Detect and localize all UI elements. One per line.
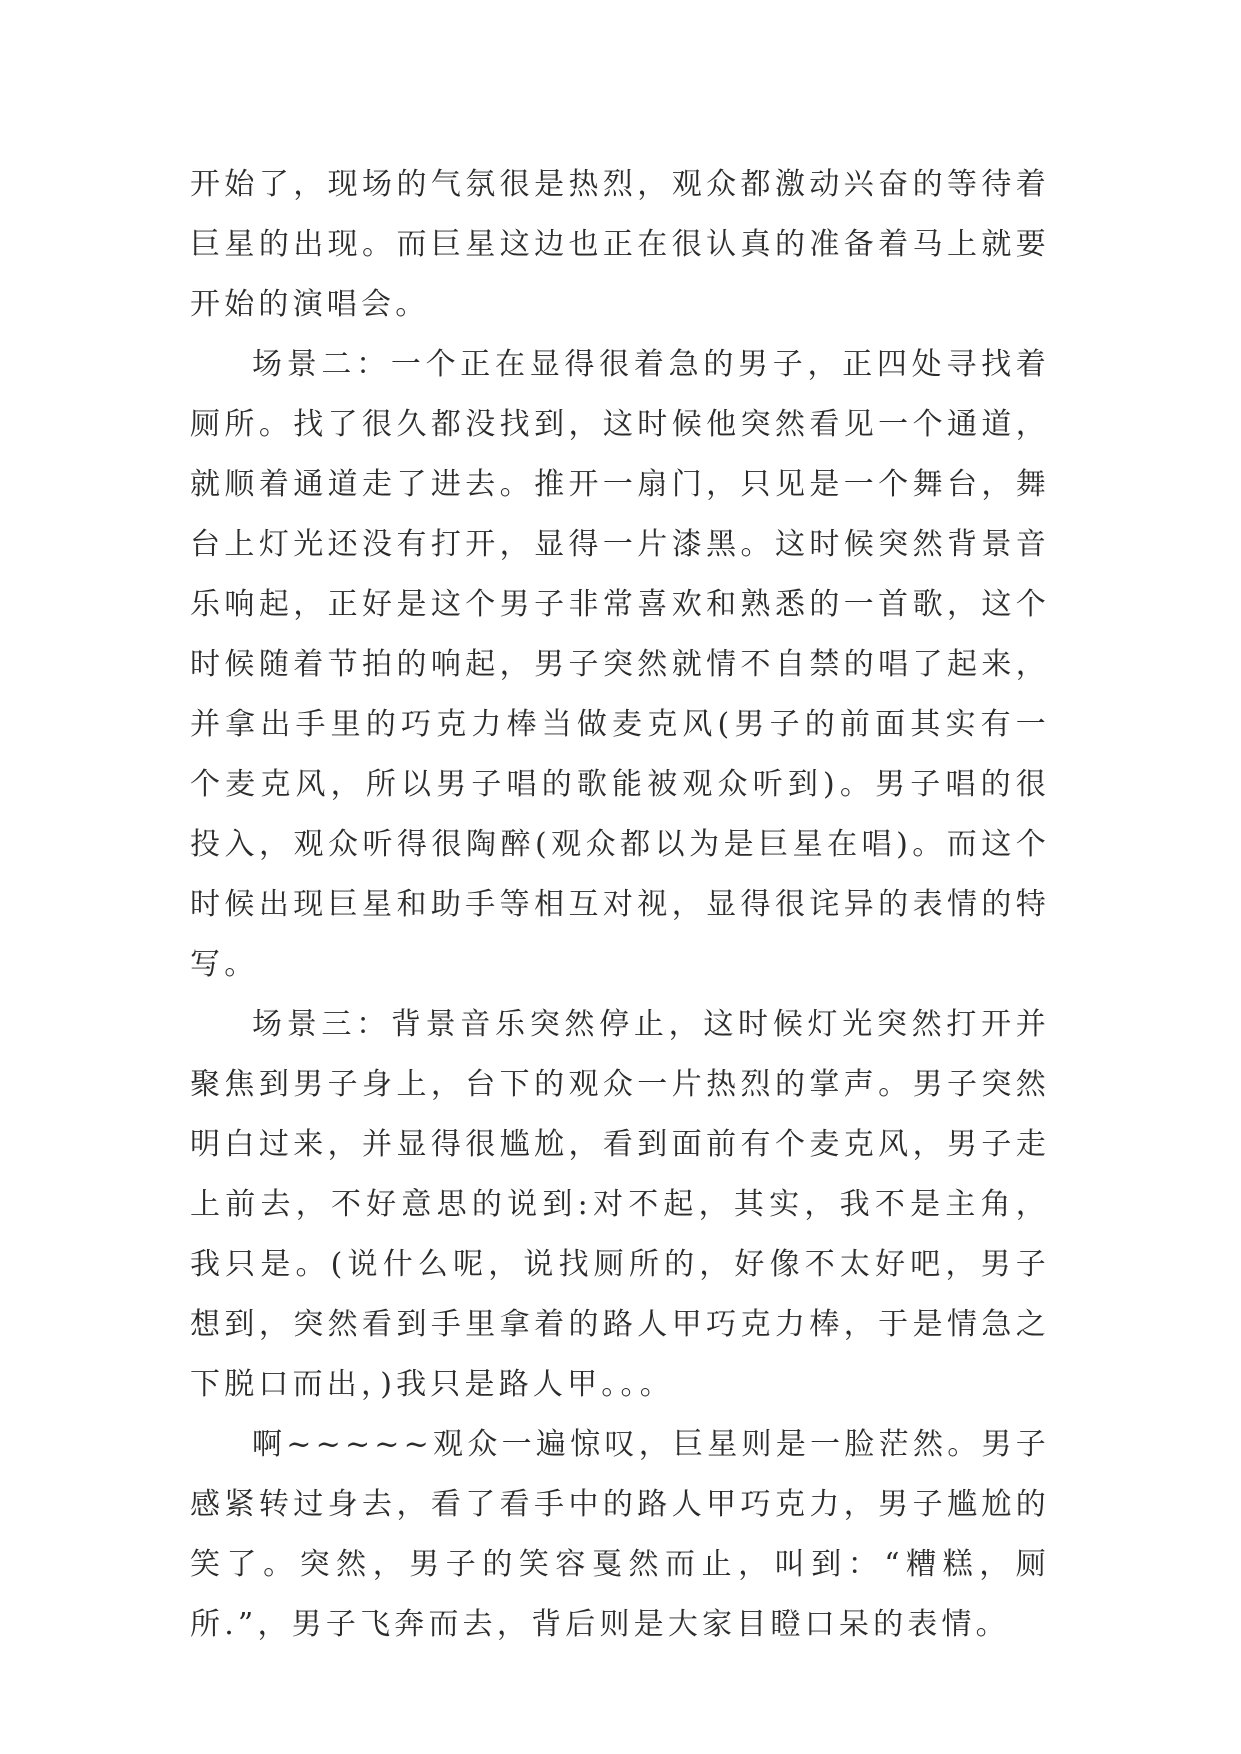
paragraph-scene-three: 场景三：背景音乐突然停止，这时候灯光突然打开并聚焦到男子身上，台下的观众一片热烈的掌声。男子突然明白过来，并显得很尴尬，看到面前有个麦克风，男子走上前去，不好意思的说到:对不起，其实，我不是主角，我只是。(说什么呢，说找厕所的，好像不太好吧，男子想到，突然看到手里拿着的路人甲巧克力棒，于是情急之下脱口而出，)我只是路人甲。。。 bbox=[190, 1007, 1050, 1402]
paragraph-scene-one-ending: 开始了，现场的气氛很是热烈，观众都激动兴奋的等待着巨星的出现。而巨星这边也正在很认真的准备着马上就要开始的演唱会。 bbox=[190, 167, 1050, 322]
paragraph-ending: 啊~~~~~观众一遍惊叹，巨星则是一脸茫然。男子感紧转过身去，看了看手中的路人甲巧克力，男子尴尬的笑了。突然，男子的笑容戛然而止，叫到：“糟糕，厕所.”，男子飞奔而去，背后则是大家目瞪口呆的表情。 bbox=[190, 1427, 1050, 1642]
document-body bbox=[190, 155, 1050, 1655]
paragraph-scene-two: 场景二：一个正在显得很着急的男子，正四处寻找着厕所。找了很久都没找到，这时候他突然看见一个通道，就顺着通道走了进去。推开一扇门，只见是一个舞台，舞台上灯光还没有打开，显得一片漆黑。这时候突然背景音乐响起，正好是这个男子非常喜欢和熟悉的一首歌，这个时候随着节拍的响起，男子突然就情不自禁的唱了起来，并拿出手里的巧克力棒当做麦克风(男子的前面其实有一个麦克风，所以男子唱的歌能被观众听到)。男子唱的很投入，观众听得很陶醉(观众都以为是巨星在唱)。而这个时候出现巨星和助手等相互对视，显得很诧异的表情的特写。 bbox=[190, 347, 1050, 982]
